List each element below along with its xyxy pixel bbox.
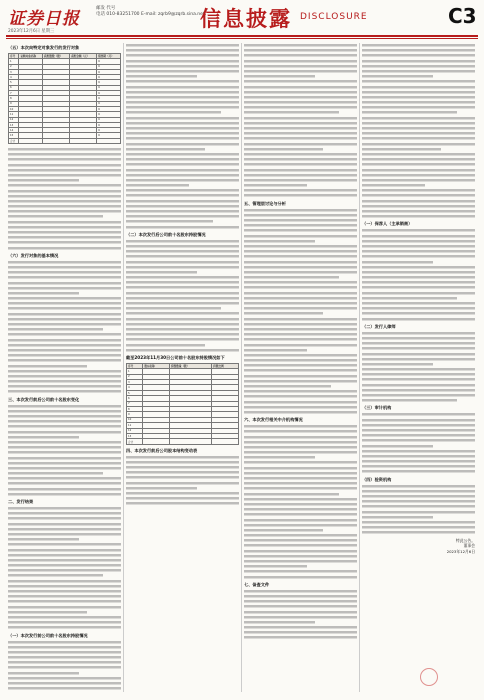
column-4 [362,43,475,692]
body-text-block [8,147,121,251]
table-cell: 股东名称 [143,363,170,368]
section-heading: （一）本次发行前公司前十名股东持股情况 [8,632,88,638]
body-text-block [8,404,121,497]
table-cell: 6 [97,80,121,85]
column-3 [244,43,357,692]
text-line [244,635,357,640]
text-line [126,225,239,230]
text-line [8,625,121,630]
table-cell: 11 [127,423,143,428]
table-cell: 获配股数（股） [43,54,70,59]
masthead-info-line: 电话 010-83251700 E-mail: zqrb9@zqrb.sina.net [96,12,205,17]
text-line [8,492,121,497]
table-cell: 14 [9,128,19,133]
text-line [8,691,121,692]
table-cell: 6 [97,128,121,133]
table-cell [170,439,212,444]
section-english-title: DISCLOSURE [300,12,368,22]
table-cell: 11 [9,112,19,117]
table-cell: 3 [9,69,19,74]
table-cell: 10 [9,106,19,111]
table-cell: 持股比例 [212,363,239,368]
company-seal [420,668,438,686]
table-cell [143,439,170,444]
table-cell: 序号 [127,363,143,368]
section-heading: （一）保荐人（主承销商） [362,221,413,227]
table-title: 截至2023年11月30日公司前十名股东持股情况如下 [126,354,225,360]
table-cell: 6 [97,101,121,106]
body-text-block [362,43,475,219]
table-cell: 6 [97,91,121,96]
table-cell [70,138,97,143]
body-text-block [244,424,357,580]
table-cell: 12 [9,117,19,122]
table-row [127,439,239,444]
section-heading: （四）验资机构 [362,476,392,482]
table-cell: 合计 [9,138,19,143]
body-text-block [362,331,475,404]
table-cell: 2 [127,374,143,379]
column-1 [8,43,121,692]
masthead-rule [6,35,478,37]
table-cell: 5 [127,390,143,395]
table-cell [43,138,70,143]
text-line [244,575,357,580]
text-line [362,398,457,403]
table-cell: 4 [9,75,19,80]
table-cell: 3 [127,380,143,385]
section-heading: 四、本次发行前后公司股本结构变动表 [126,447,198,453]
section-heading: （二）发行人律师 [362,323,396,329]
table-cell: 6 [97,106,121,111]
table-cell: 9 [9,101,19,106]
section-title: 信息披露 [200,7,292,31]
signature-line: 董事会 [463,543,475,548]
table-cell: 4 [127,385,143,390]
table-cell: 6 [97,75,121,80]
text-line [126,348,239,353]
column-2 [126,43,239,692]
body-text-block [362,412,475,474]
table-cell: 6 [9,85,19,90]
table-cell: 1 [9,59,19,64]
body-text-block [244,589,357,641]
section-heading: （五）本次向特定对象发行的发行对象 [8,45,80,50]
newspaper-logo: 证券日报 [8,9,80,29]
table-cell: 9 [127,412,143,417]
table-cell: 6 [97,59,121,64]
table-cell: 6 [97,69,121,74]
table-cell: 12 [127,428,143,433]
table-cell: 7 [9,91,19,96]
table-cell: 7 [127,401,143,406]
section-heading: （三）审计机构 [362,405,392,411]
section-heading: （二）本次发行后公司前十名股东持股情况 [126,231,206,237]
table-cell: 6 [97,117,121,122]
body-text-block [244,208,357,416]
table-cell: 序号 [9,54,19,59]
masthead-info [96,6,205,18]
allocation-table [8,53,121,144]
masthead [0,0,484,40]
section-heading: 六、本次发行相关中介机构情况 [244,417,303,423]
masthead-date: 2023年12月6日 星期三 [8,29,55,34]
column-divider [359,43,360,692]
masthead-info-line: 邮发 代号 [96,6,116,11]
table-cell: 认购对象名称 [19,54,43,59]
table-cell: 限售期（月） [97,54,121,59]
table-cell: 6 [97,64,121,69]
masthead-rule-thin [6,38,478,39]
table-row [9,138,121,143]
text-line [126,501,239,506]
section-heading: 三、本次发行前后公司前十名股东变化 [8,396,80,402]
table-cell [19,138,43,143]
table-cell: 15 [9,133,19,138]
table-cell: 6 [97,133,121,138]
table-cell [97,138,121,143]
table-cell: 6 [97,96,121,101]
text-line [362,317,475,322]
text-line [8,389,121,394]
text-line [362,469,475,474]
body-text-block [8,260,121,395]
section-heading: （六）发行对象的基本情况 [8,252,59,258]
section-heading: 五、管理层讨论与分析 [244,200,286,206]
text-line [8,246,121,251]
table-cell: 13 [127,433,143,438]
table-cell: 6 [127,396,143,401]
signature-line: 2023年12月6日 [446,548,475,554]
table-cell: 13 [9,122,19,127]
table-cell: 持股数量（股） [170,363,212,368]
text-line [244,410,357,415]
table-cell [212,439,239,444]
table-cell: 1 [127,369,143,374]
table-cell: 2 [9,64,19,69]
text-line [362,214,475,219]
body-text-block [362,228,475,321]
table-cell: 8 [9,96,19,101]
signature-line: 特此公告。 [456,537,475,543]
section-heading: 二、发行结果 [8,499,34,505]
column-divider [241,43,242,692]
body-text-block [126,239,239,353]
table-cell: 5 [9,80,19,85]
table-cell: 10 [127,417,143,422]
section-heading: 七、备查文件 [244,581,270,587]
table-cell: 6 [97,85,121,90]
table-cell: 获配金额（元） [70,54,97,59]
signature-block [362,538,475,555]
text-line [244,193,357,198]
body-text-block [126,43,239,230]
text-line [362,530,475,535]
table-cell: 6 [97,112,121,117]
shareholder-table [126,363,239,445]
column-divider [123,43,124,692]
table-cell: 6 [97,122,121,127]
table-cell: 8 [127,407,143,412]
body-text-block [362,484,475,536]
body-text-block [8,506,121,631]
body-text-block [8,640,121,692]
body-text-block [244,43,357,199]
page-number: C3 [448,4,477,28]
body-text-block [126,455,239,507]
table-cell: 合计 [127,439,143,444]
